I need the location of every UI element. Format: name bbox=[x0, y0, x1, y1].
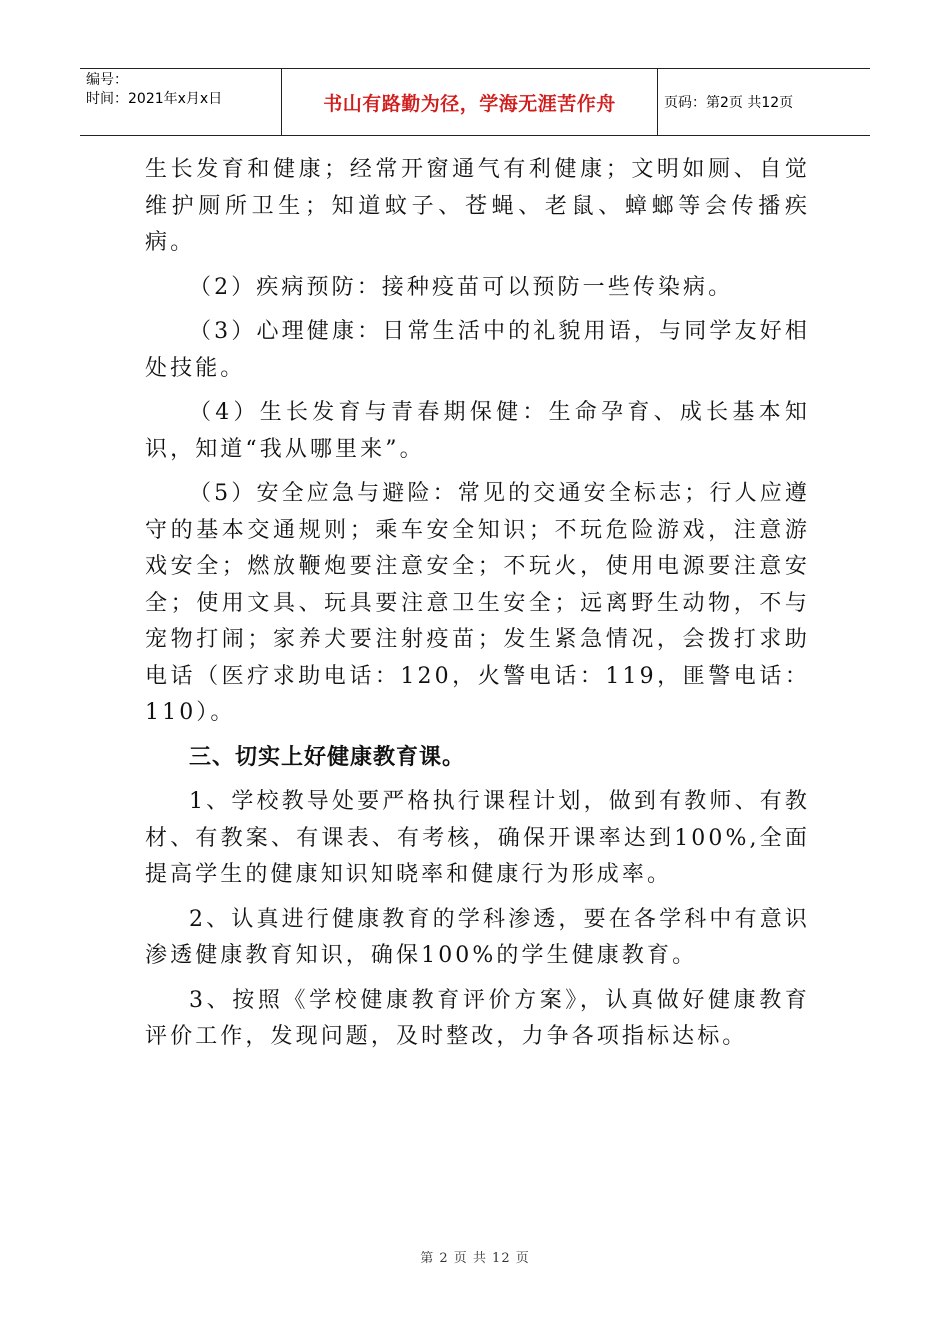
paragraph-item-1: 1、学校教导处要严格执行课程计划，做到有教师、有教材、有教案、有课表、有考核，确保开课率达到100%,全面提高学生的健康知识知晓率和健康行为形成率。 bbox=[145, 789, 810, 887]
paragraph-disease-prevention: （2）疾病预防：接种疫苗可以预防一些传染病。 bbox=[189, 274, 734, 300]
header-motto: 书山有路勤为径，学海无涯苦作舟 bbox=[282, 69, 658, 135]
document-body bbox=[145, 152, 810, 1064]
section-heading: 三、切实上好健康教育课。 bbox=[189, 744, 466, 770]
header-page-info: 页码：第2页 共12页 bbox=[664, 95, 794, 111]
paragraph-item-2: 2、认真进行健康教育的学科渗透，要在各学科中有意识渗透健康教育知识，确保100%的学生健康教育。 bbox=[145, 906, 810, 968]
paragraph-safety-emergency: （5）安全应急与避险：常见的交通安全标志；行人应遵守的基本交通规则；乘车安全知识；不玩危险游戏，注意游戏安全；燃放鞭炮要注意安全；不玩火，使用电源要注意安全；使用文具、玩具要注意卫生安全；远离野生动物，不与宠物打闹；家养犬要注射疫苗；发生紧急情况，会拨打求助电话（医疗求助电话：120，火警电话：119，匪警电话：110）。 bbox=[145, 481, 810, 725]
document-header bbox=[80, 68, 870, 136]
number-label: 编号： bbox=[86, 72, 128, 88]
time-label: 时间：2021年x月x日 bbox=[86, 91, 223, 107]
page-footer: 第 2 页 共 12 页 bbox=[420, 1251, 530, 1266]
paragraph-continuation: 生长发育和健康；经常开窗通气有利健康；文明如厕、自觉维护厕所卫生；知道蚊子、苍蝇、老鼠、蟑螂等会传播疾病。 bbox=[145, 157, 810, 255]
paragraph-mental-health: （3）心理健康：日常生活中的礼貌用语，与同学友好相处技能。 bbox=[145, 319, 810, 381]
paragraph-item-3: 3、按照《学校健康教育评价方案》，认真做好健康教育评价工作，发现问题，及时整改，力争各项指标达标。 bbox=[145, 987, 810, 1049]
header-meta bbox=[80, 69, 282, 135]
paragraph-growth-development: （4）生长发育与青春期保健：生命孕育、成长基本知识，知道“我从哪里来”。 bbox=[145, 400, 810, 462]
